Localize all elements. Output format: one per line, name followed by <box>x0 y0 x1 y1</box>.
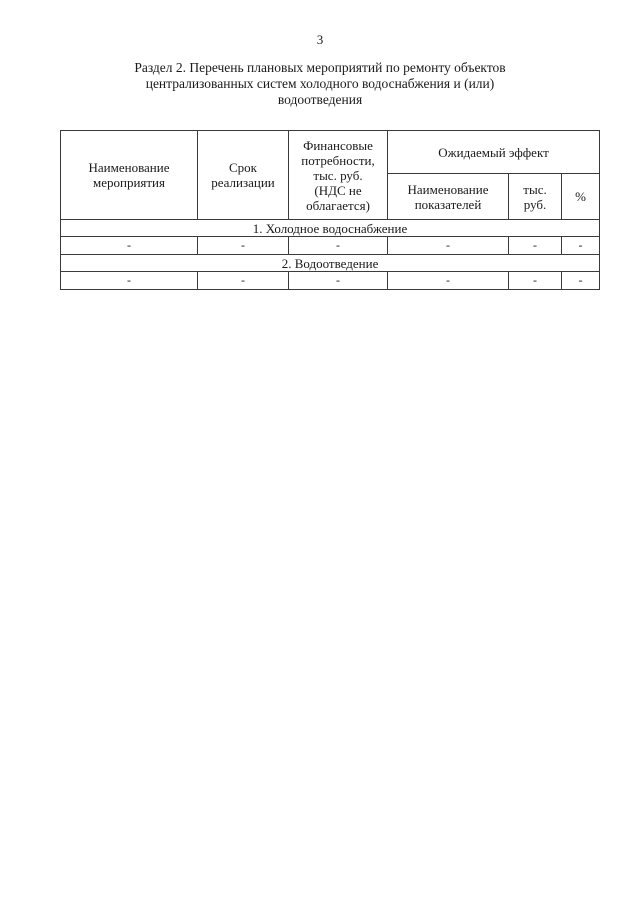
table-cell: - <box>198 237 289 255</box>
section-title <box>100 60 540 108</box>
table-cell: - <box>289 237 388 255</box>
section-row-wastewater: 2. Водоотведение <box>61 255 600 272</box>
header-thousand-rub: тыс. руб. <box>509 174 562 220</box>
table-cell: - <box>388 272 509 290</box>
table-cell: - <box>61 237 198 255</box>
table-row <box>61 237 600 255</box>
section-title-line: водоотведения <box>277 92 363 107</box>
table-cell: - <box>198 272 289 290</box>
header-indicators: Наименование показателей <box>388 174 509 220</box>
page-number: 3 <box>316 32 324 47</box>
section-row-cold-water: 1. Холодное водоснабжение <box>61 220 600 237</box>
table-cell: - <box>61 272 198 290</box>
table-cell: - <box>562 272 600 290</box>
table-cell: - <box>509 237 562 255</box>
table-cell: - <box>509 272 562 290</box>
header-term: Срок реализации <box>198 131 289 220</box>
header-finance: Финансовые потребности, тыс. руб. (НДС не облагается) <box>289 131 388 220</box>
table-row <box>61 272 600 290</box>
section-title-line: централизованных систем холодного водоснабжения и (или) <box>145 76 495 91</box>
table-cell: - <box>562 237 600 255</box>
measures-table <box>60 130 600 290</box>
header-measure-name: Наименование мероприятия <box>61 131 198 220</box>
section-title-line: Раздел 2. Перечень плановых мероприятий по ремонту объектов <box>134 60 506 75</box>
table-cell: - <box>388 237 509 255</box>
table-cell: - <box>289 272 388 290</box>
header-expected-effect: Ожидаемый эффект <box>388 131 600 174</box>
header-percent: % <box>562 174 600 220</box>
